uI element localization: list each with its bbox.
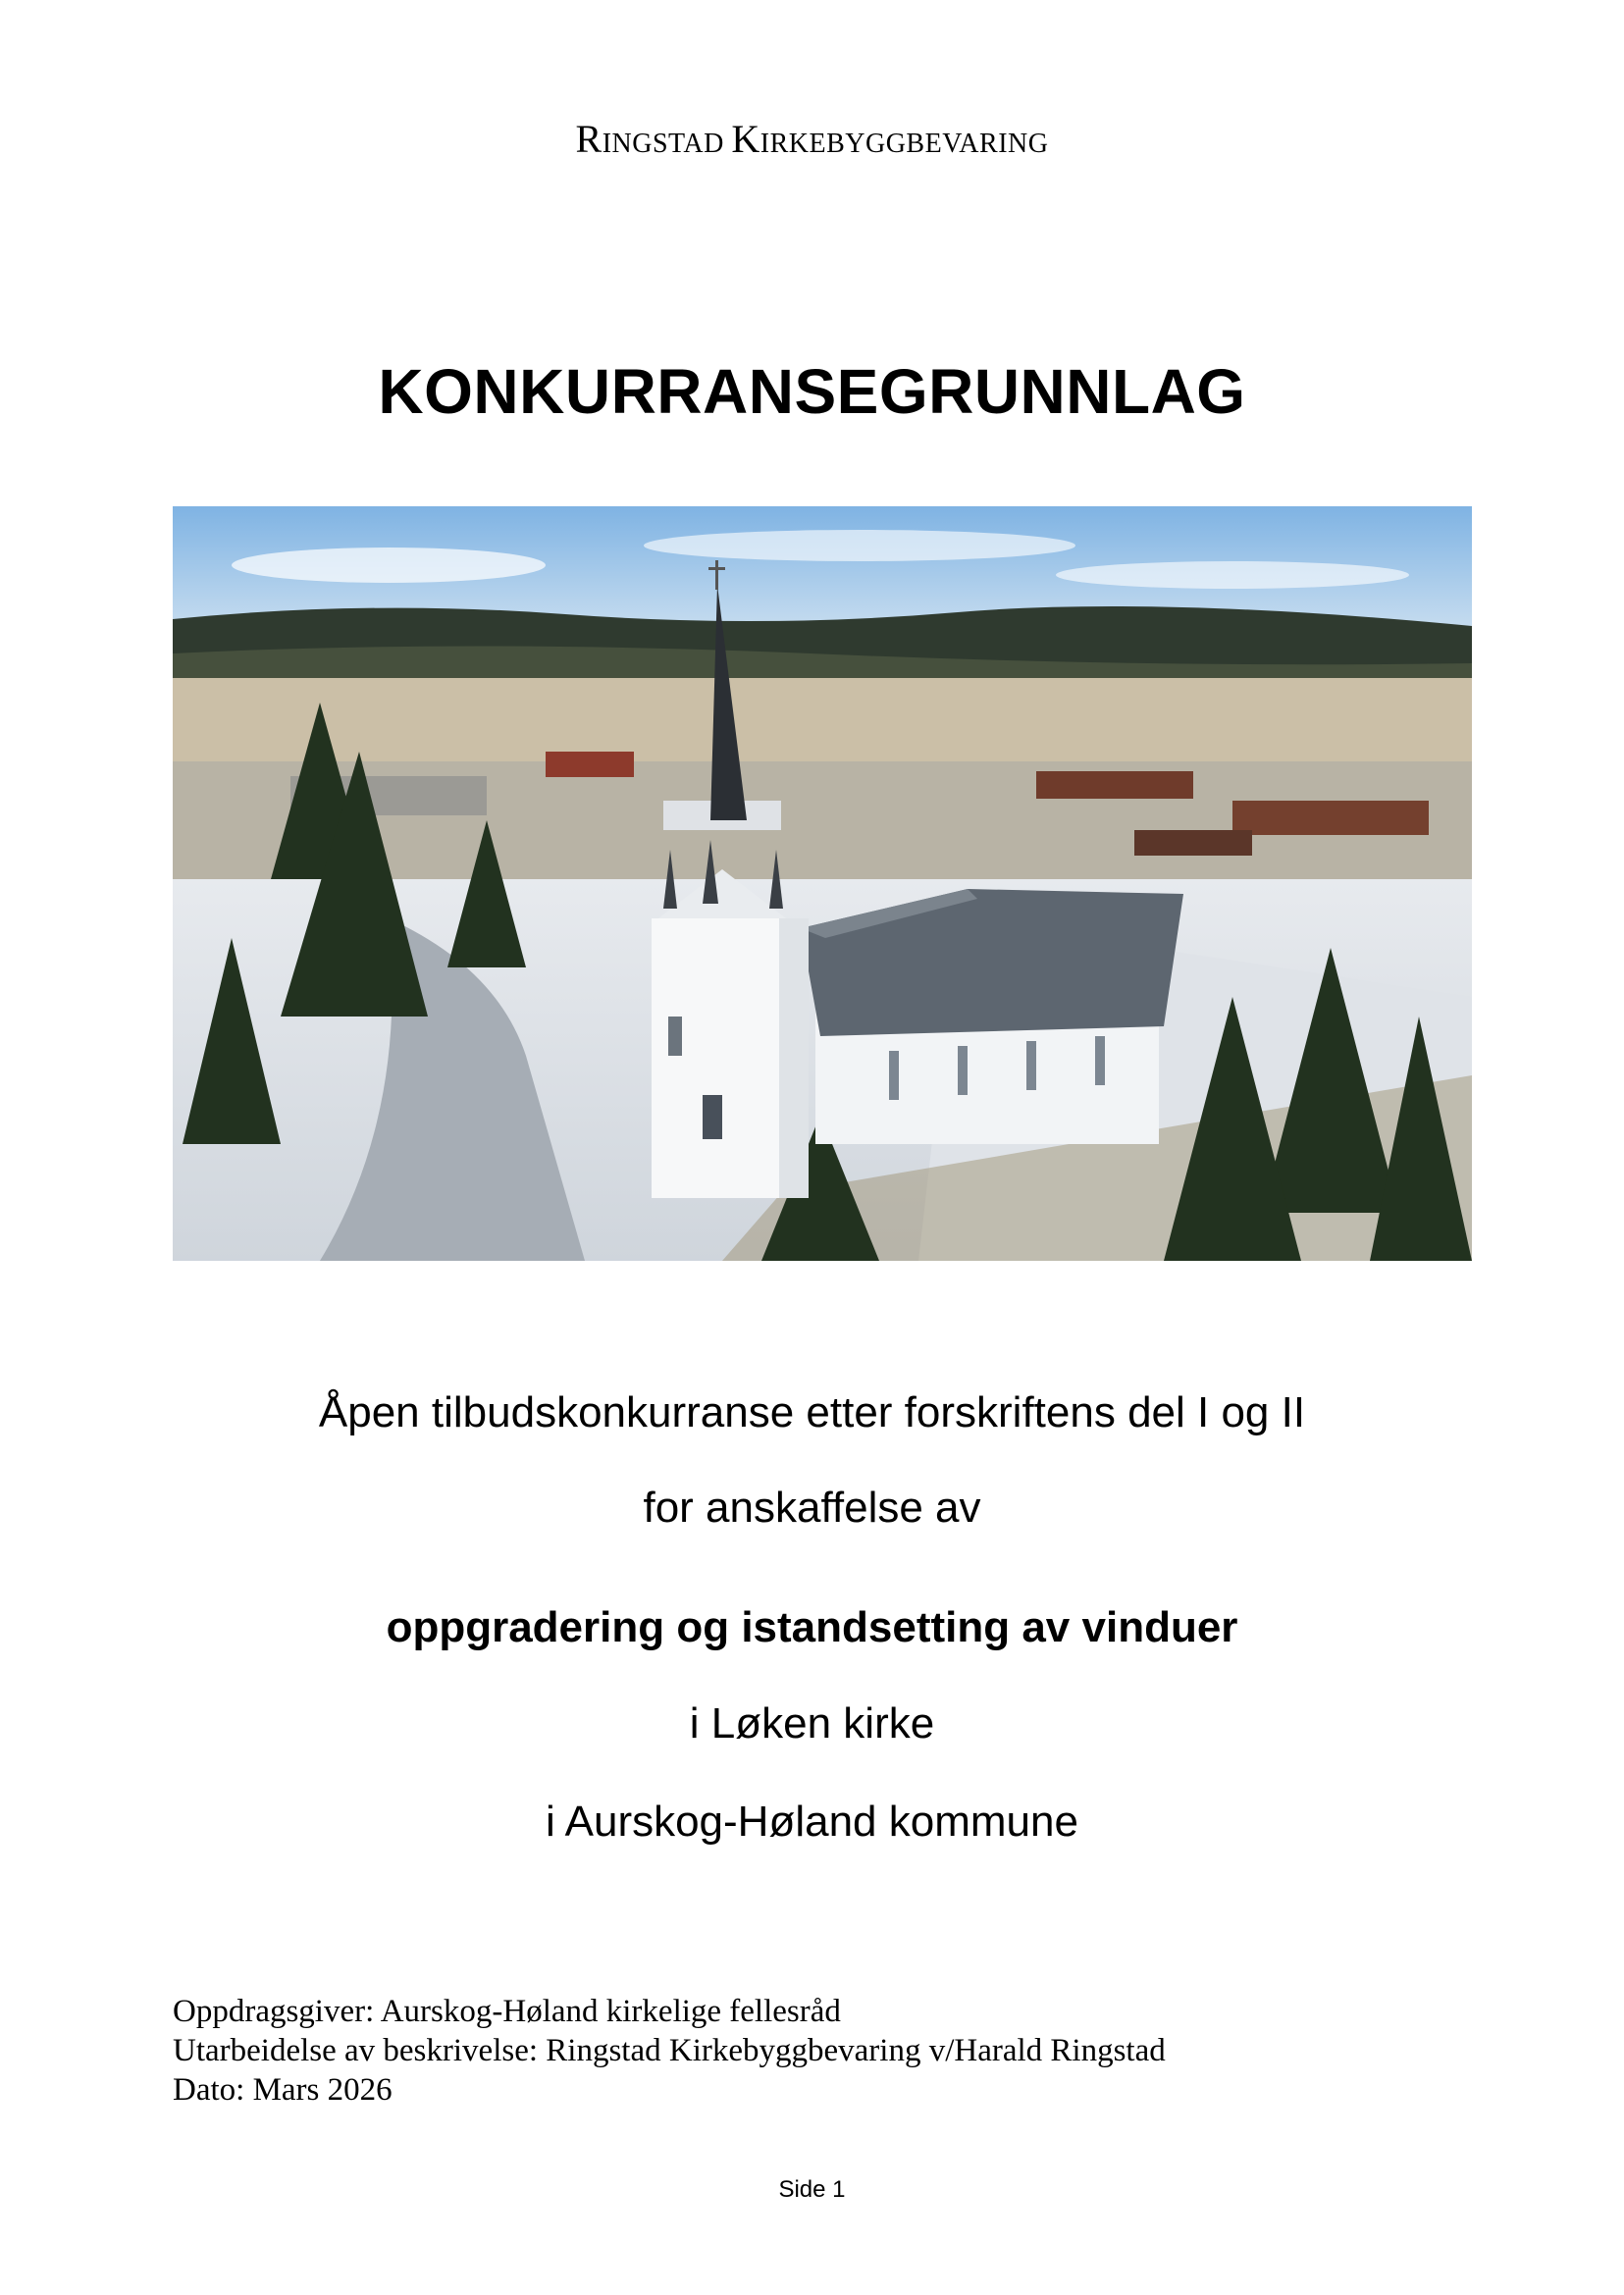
procurement-purpose-line: for anskaffelse av xyxy=(643,1484,981,1532)
organization-header xyxy=(0,116,1624,162)
document-title: KONKURRANSEGRUNNLAG xyxy=(378,356,1246,427)
page-number: Side 1 xyxy=(778,2176,846,2203)
org-initial-2: K xyxy=(731,117,760,161)
church-aerial-photo xyxy=(173,506,1472,1261)
church-name-line: i Løken kirke xyxy=(689,1699,935,1747)
prepared-by-line: Utarbeidelse av beskrivelse: Ringstad Kirkebyggbevaring v/Harald Ringstad xyxy=(173,2033,1166,2068)
client-line: Oppdragsgiver: Aurskog-Høland kirkelige fellesråd xyxy=(173,1994,841,2029)
org-initial-1: R xyxy=(575,117,602,161)
municipality-line: i Aurskog-Høland kommune xyxy=(546,1798,1078,1846)
date-line: Dato: Mars 2026 xyxy=(173,2072,393,2108)
procurement-subject-line: oppgradering og istandsetting av vinduer xyxy=(386,1603,1238,1651)
org-rest-2: IRKEBYGGBEVARING xyxy=(760,129,1049,159)
document-metadata xyxy=(173,1992,1546,2110)
procurement-type-line: Åpen tilbudskonkurranse etter forskriftens del I og II xyxy=(318,1388,1306,1436)
org-rest-1: INGSTAD xyxy=(602,129,724,159)
